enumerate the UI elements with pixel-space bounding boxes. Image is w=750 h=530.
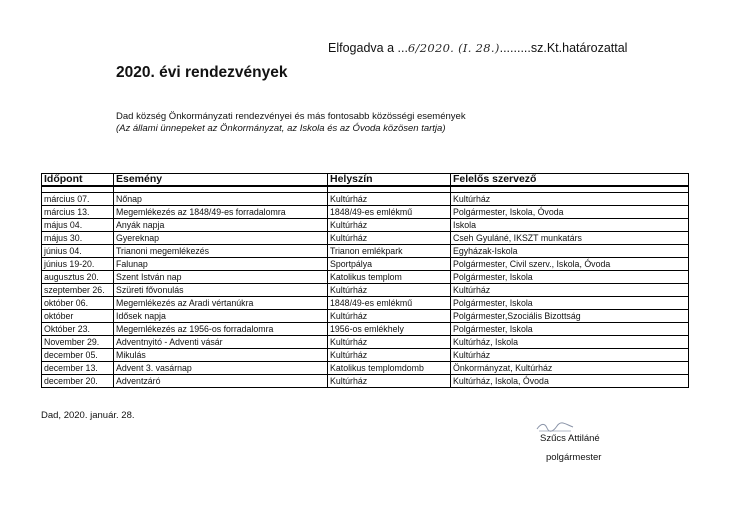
cell-date: június 19-20. [42, 258, 114, 271]
cell-date: November 29. [42, 336, 114, 349]
approval-line [328, 41, 627, 55]
cell-location: Kultúrház [328, 310, 451, 323]
cell-location: Katolikus templom [328, 271, 451, 284]
cell-date: március 07. [42, 193, 114, 206]
cell-event: Advent 3. vasárnap [114, 362, 328, 375]
cell-organizer: Iskola [451, 219, 689, 232]
cell-location: Katolikus templomdomb [328, 362, 451, 375]
document-title: 2020. évi rendezvények [116, 64, 288, 81]
approval-handwritten-number: 6/2020. (I. 28.) [407, 41, 500, 55]
cell-organizer: Polgármester, Iskola, Óvoda [451, 206, 689, 219]
table-body [42, 186, 689, 388]
cell-organizer: Kultúrház [451, 284, 689, 297]
cell-date: október [42, 310, 114, 323]
events-table [41, 173, 689, 388]
cell-event: Mikulás [114, 349, 328, 362]
cell-organizer: Egyházak-Iskola [451, 245, 689, 258]
cell-location: 1956-os emlékhely [328, 323, 451, 336]
cell-event: Nőnap [114, 193, 328, 206]
document-note: (Az állami ünnepeket az Önkormányzat, az Iskola és az Óvoda közösen tartja) [116, 123, 446, 134]
cell-event: Trianoni megemlékezés [114, 245, 328, 258]
cell-location: 1848/49-es emlékmű [328, 297, 451, 310]
table-row [42, 206, 689, 219]
table-row [42, 271, 689, 284]
table-row [42, 219, 689, 232]
cell-event: Megemlékezés az 1848/49-es forradalomra [114, 206, 328, 219]
cell-date: december 13. [42, 362, 114, 375]
cell-date: december 05. [42, 349, 114, 362]
table-row [42, 362, 689, 375]
cell-organizer: Polgármester, Civil szerv., Iskola, Óvoda [451, 258, 689, 271]
cell-organizer: Polgármester, Iskola [451, 297, 689, 310]
cell-location: Kultúrház [328, 284, 451, 297]
cell-event: Idősek napja [114, 310, 328, 323]
table-row [42, 349, 689, 362]
cell-date: június 04. [42, 245, 114, 258]
cell-location: Kultúrház [328, 232, 451, 245]
place-date: Dad, 2020. január. 28. [41, 410, 135, 421]
cell-event: Gyereknap [114, 232, 328, 245]
cell-location: Sportpálya [328, 258, 451, 271]
cell-location: Kultúrház [328, 349, 451, 362]
table-row [42, 336, 689, 349]
cell-location: Kultúrház [328, 193, 451, 206]
cell-organizer: Kultúrház [451, 193, 689, 206]
table-row [42, 232, 689, 245]
cell-event: Falunap [114, 258, 328, 271]
cell-organizer: Kultúrház, Iskola [451, 336, 689, 349]
table-row [42, 193, 689, 206]
cell-event: Szüreti fővonulás [114, 284, 328, 297]
cell-organizer: Kultúrház, Iskola, Óvoda [451, 375, 689, 388]
cell-location: Trianon emlékpark [328, 245, 451, 258]
table-row [42, 245, 689, 258]
cell-date: december 20. [42, 375, 114, 388]
cell-event: Szent István nap [114, 271, 328, 284]
cell-event: Megemlékezés az Aradi vértanúkra [114, 297, 328, 310]
cell-event: Megemlékezés az 1956-os forradalomra [114, 323, 328, 336]
cell-date: augusztus 20. [42, 271, 114, 284]
signer-title: polgármester [546, 452, 602, 463]
cell-event: Adventzáró [114, 375, 328, 388]
cell-date: május 30. [42, 232, 114, 245]
approval-suffix: .........sz.Kt.határozattal [499, 41, 628, 55]
cell-date: május 04. [42, 219, 114, 232]
cell-event: Anyák napja [114, 219, 328, 232]
cell-date: Október 23. [42, 323, 114, 336]
header-date: Időpont [42, 174, 114, 187]
signature-scribble [535, 420, 575, 434]
table-row [42, 258, 689, 271]
table-row [42, 323, 689, 336]
cell-date: március 13. [42, 206, 114, 219]
cell-organizer: Kultúrház [451, 349, 689, 362]
cell-event: Adventnyitó - Adventi vásár [114, 336, 328, 349]
cell-location: Kultúrház [328, 375, 451, 388]
cell-organizer: Önkormányzat, Kultúrház [451, 362, 689, 375]
cell-location: Kultúrház [328, 336, 451, 349]
cell-date: szeptember 26. [42, 284, 114, 297]
signer-name: Szűcs Attiláné [540, 433, 600, 444]
cell-location: Kultúrház [328, 219, 451, 232]
header-event: Esemény [114, 174, 328, 187]
table-row [42, 375, 689, 388]
cell-date: október 06. [42, 297, 114, 310]
table-row [42, 297, 689, 310]
cell-organizer: Cseh Gyuláné, IKSZT munkatárs [451, 232, 689, 245]
cell-organizer: Polgármester, Iskola [451, 271, 689, 284]
cell-organizer: Polgármester,Szociális Bizottság [451, 310, 689, 323]
cell-location: 1848/49-es emlékmű [328, 206, 451, 219]
approval-prefix: Elfogadva a ... [328, 41, 408, 55]
table-row [42, 310, 689, 323]
table-row [42, 284, 689, 297]
cell-organizer: Polgármester, Iskola [451, 323, 689, 336]
document-subtitle: Dad község Önkormányzati rendezvényei és más fontosabb közösségi események [116, 111, 466, 122]
header-location: Helyszín [328, 174, 451, 187]
header-organizer: Felelős szervező [451, 174, 689, 187]
table-header-row [42, 174, 689, 187]
